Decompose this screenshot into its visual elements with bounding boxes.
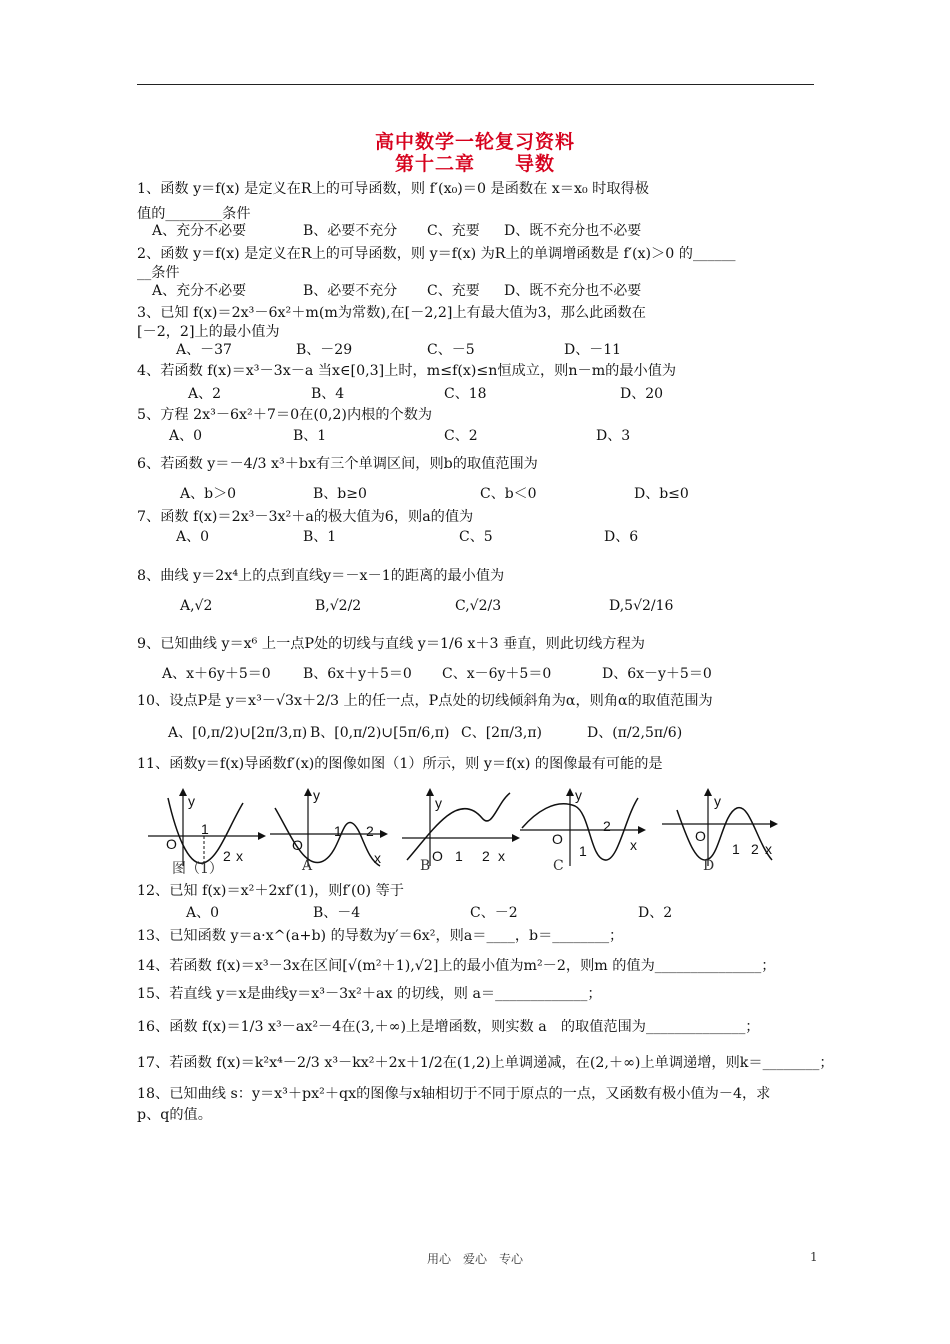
origin-label: O bbox=[166, 836, 177, 852]
question-5-text: 5、方程 2x³－6x²＋7＝0在(0,2)内根的个数为 bbox=[137, 407, 433, 423]
q9-option-c: C、x－6y＋5＝0 bbox=[442, 666, 552, 682]
tick-1-label: 1 bbox=[334, 823, 342, 839]
curve bbox=[275, 808, 380, 866]
tick-2-label: 2 bbox=[603, 818, 611, 834]
q5-option-b: B、1 bbox=[293, 428, 327, 444]
x-axis-arrow bbox=[638, 826, 646, 834]
y-label: y bbox=[435, 795, 442, 811]
origin-label: O bbox=[292, 837, 303, 853]
q8-option-c: C,√2/3 bbox=[455, 598, 502, 614]
q1-option-d: D、既不充分也不必要 bbox=[504, 223, 642, 239]
x-axis-arrow bbox=[258, 832, 266, 840]
option-d-svg bbox=[662, 788, 787, 868]
question-1-text-cont: 值的________条件 bbox=[137, 206, 251, 222]
q2-option-b: B、必要不充分 bbox=[303, 283, 398, 299]
q8-option-d: D,5√2/16 bbox=[609, 598, 674, 614]
q6-option-c: C、b＜0 bbox=[480, 486, 537, 502]
q12-option-c: C、－2 bbox=[470, 905, 518, 921]
x-label: x bbox=[374, 850, 381, 866]
q7-option-a: A、0 bbox=[176, 529, 210, 545]
q8-option-a: A,√2 bbox=[180, 598, 213, 614]
question-2-text: 2、函数 y＝f(x) 是定义在R上的可导函数，则 y＝f(x) 为R上的单调增函数是 f′(x)＞0 的______ bbox=[137, 246, 736, 262]
q9-option-b: B、6x＋y＋5＝0 bbox=[303, 666, 412, 682]
y-axis-arrow bbox=[704, 788, 712, 796]
q4-option-b: B、4 bbox=[311, 386, 345, 402]
tick-1-label: 1 bbox=[579, 843, 587, 859]
x-label: x bbox=[630, 837, 637, 853]
q3-option-d: D、－11 bbox=[564, 342, 622, 358]
tick-2-label: 2 bbox=[751, 841, 759, 857]
figure-1-caption: 图（1） bbox=[172, 861, 223, 877]
question-3-text-cont: [－2，2]上的最小值为 bbox=[137, 324, 280, 340]
option-c-svg bbox=[520, 788, 645, 868]
y-label: y bbox=[575, 787, 582, 803]
q12-option-d: D、2 bbox=[638, 905, 673, 921]
q5-option-c: C、2 bbox=[444, 428, 478, 444]
question-14-text: 14、若函数 f(x)＝x³－3x在区间[√(m²＋1),√2]上的最小值为m²－2，则m 的值为_______________； bbox=[137, 958, 776, 974]
page-number: 1 bbox=[810, 1250, 818, 1264]
q3-option-c: C、－5 bbox=[427, 342, 475, 358]
x-axis-arrow bbox=[770, 820, 778, 828]
question-7-text: 7、函数 f(x)＝2x³－3x²＋a的极大值为6，则a的值为 bbox=[137, 509, 474, 525]
tick-2-label: 2 bbox=[223, 848, 231, 864]
q1-option-b: B、必要不充分 bbox=[303, 223, 398, 239]
option-b-svg bbox=[402, 788, 517, 868]
q5-option-d: D、3 bbox=[596, 428, 631, 444]
figure-1-svg bbox=[148, 788, 263, 868]
q12-option-b: B、－4 bbox=[313, 905, 361, 921]
question-18-text-cont: p、q的值。 bbox=[137, 1107, 212, 1123]
question-3-text: 3、已知 f(x)＝2x³－6x²＋m(m为常数),在[－2,2]上有最大值为3，那么此函数在 bbox=[137, 305, 646, 321]
q12-option-a: A、0 bbox=[186, 905, 220, 921]
q7-option-b: B、1 bbox=[303, 529, 337, 545]
q7-option-d: D、6 bbox=[604, 529, 639, 545]
q4-option-d: D、20 bbox=[620, 386, 664, 402]
tick-1-label: 1 bbox=[201, 821, 209, 837]
q1-option-a: A、充分不必要 bbox=[152, 223, 247, 239]
q8-option-b: B,√2/2 bbox=[315, 598, 362, 614]
question-10-text: 10、设点P是 y＝x³－√3x＋2/3 上的任一点，P点处的切线倾斜角为α，则角α的取值范围为 bbox=[137, 693, 713, 709]
question-11-text: 11、函数y＝f(x)导函数f′(x)的图像如图（1）所示，则 y＝f(x) 的图像最有可能的是 bbox=[137, 756, 663, 772]
y-axis-arrow bbox=[304, 788, 312, 796]
header-rule bbox=[137, 84, 814, 85]
q9-option-a: A、x＋6y＋5＝0 bbox=[162, 666, 271, 682]
tick-1-label: 1 bbox=[455, 848, 463, 864]
option-b-caption: B bbox=[420, 858, 431, 874]
q2-option-c: C、充要 bbox=[427, 283, 480, 299]
origin-label: O bbox=[695, 828, 706, 844]
q10-option-b: B、[0,π/2)∪[5π/6,π) bbox=[310, 725, 450, 741]
question-16-text: 16、函数 f(x)＝1/3 x³－ax²－4在(3,＋∞)上是增函数，则实数 a 的取值范围为______________； bbox=[137, 1019, 760, 1035]
x-label: x bbox=[765, 841, 772, 857]
tick-1-label: 1 bbox=[732, 841, 740, 857]
y-axis-arrow bbox=[426, 788, 434, 796]
question-15-text: 15、若直线 y＝x是曲线y＝x³－3x²＋ax 的切线，则 a＝_____________； bbox=[137, 986, 602, 1002]
question-8-text: 8、曲线 y＝2x⁴上的点到直线y＝－x－1的距离的最小值为 bbox=[137, 568, 505, 584]
question-9-text: 9、已知曲线 y＝x⁶ 上一点P处的切线与直线 y＝1/6 x＋3 垂直，则此切线方程为 bbox=[137, 636, 645, 652]
origin-label: O bbox=[432, 848, 443, 864]
y-axis-arrow bbox=[566, 788, 574, 796]
q10-option-c: C、[2π/3,π) bbox=[461, 725, 543, 741]
document-title: 高中数学一轮复习资料 bbox=[374, 131, 575, 153]
x-axis-arrow bbox=[380, 830, 388, 838]
option-d-caption: D bbox=[703, 858, 715, 874]
x-axis-arrow bbox=[512, 834, 520, 842]
q6-option-a: A、b＞0 bbox=[180, 486, 236, 502]
q10-option-d: D、(π/2,5π/6) bbox=[587, 725, 683, 741]
option-c-graph bbox=[520, 788, 645, 872]
q6-option-b: B、b≥0 bbox=[313, 486, 367, 502]
q10-option-a: A、[0,π/2)∪[2π/3,π) bbox=[168, 725, 308, 741]
page-footer: 用心 爱心 专心 bbox=[426, 1252, 523, 1266]
question-13-text: 13、已知函数 y＝a·x^(a+b) 的导数为y′＝6x²，则a＝____，b＝________； bbox=[137, 928, 624, 944]
question-4-text: 4、若函数 f(x)＝x³－3x－a 当x∈[0,3]上时，m≤f(x)≤n恒成立，则n－m的最小值为 bbox=[137, 363, 677, 379]
q4-option-c: C、18 bbox=[444, 386, 487, 402]
option-a-svg bbox=[270, 788, 385, 868]
option-c-caption: C bbox=[553, 858, 564, 874]
origin-label: O bbox=[552, 831, 563, 847]
q3-option-a: A、－37 bbox=[176, 342, 232, 358]
q3-option-b: B、－29 bbox=[296, 342, 353, 358]
tick-2-label: 2 bbox=[482, 848, 490, 864]
question-6-text: 6、若函数 y＝－4/3 x³＋bx有三个单调区间，则b的取值范围为 bbox=[137, 456, 538, 472]
y-label: y bbox=[714, 793, 721, 809]
y-label: y bbox=[313, 787, 320, 803]
option-a-graph bbox=[270, 788, 385, 872]
x-label: x bbox=[236, 848, 243, 864]
question-17-text: 17、若函数 f(x)＝k²x⁴－2/3 x³－kx²＋2x＋1/2在(1,2)上单调递减，在(2,＋∞)上单调递增，则k＝________； bbox=[137, 1055, 834, 1071]
question-2-text-cont: __条件 bbox=[137, 265, 180, 281]
chapter-title: 第十二章 导数 bbox=[394, 153, 555, 175]
tick-2-label: 2 bbox=[366, 823, 374, 839]
option-a-caption: A bbox=[302, 858, 313, 874]
q5-option-a: A、0 bbox=[169, 428, 203, 444]
q2-option-a: A、充分不必要 bbox=[152, 283, 247, 299]
y-axis-arrow bbox=[179, 788, 187, 796]
option-d-graph bbox=[662, 788, 787, 872]
q7-option-c: C、5 bbox=[459, 529, 493, 545]
question-12-text: 12、已知 f(x)＝x²＋2xf′(1)，则f′(0) 等于 bbox=[137, 883, 404, 899]
question-18-text: 18、已知曲线 s：y＝x³＋px²＋qx的图像与x轴相切于不同于原点的一点，又函数有极小值为－4，求 bbox=[137, 1086, 771, 1102]
question-1-text: 1、函数 y＝f(x) 是定义在R上的可导函数，则 f′(x₀)＝0 是函数在 x＝x₀ 时取得极 bbox=[137, 181, 649, 197]
q1-option-c: C、充要 bbox=[427, 223, 480, 239]
q9-option-d: D、6x－y＋5＝0 bbox=[602, 666, 712, 682]
x-label: x bbox=[498, 848, 505, 864]
q6-option-d: D、b≤0 bbox=[634, 486, 689, 502]
q2-option-d: D、既不充分也不必要 bbox=[504, 283, 642, 299]
y-label: y bbox=[188, 793, 195, 809]
q4-option-a: A、2 bbox=[188, 386, 222, 402]
